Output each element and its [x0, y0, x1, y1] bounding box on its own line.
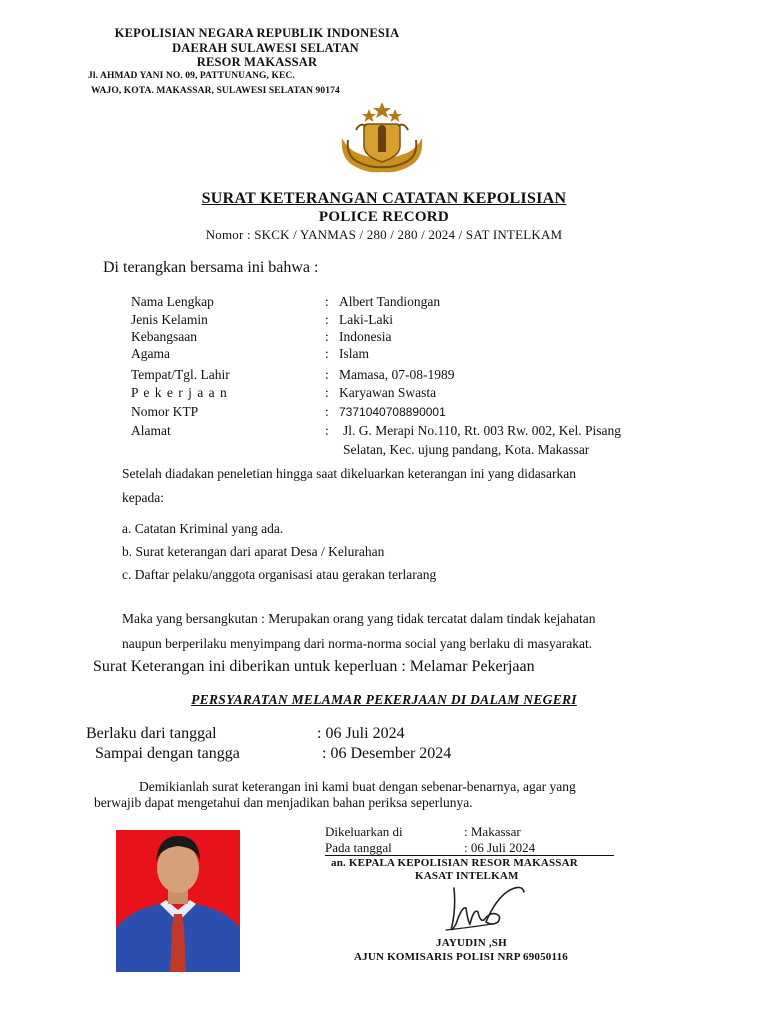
document-subtitle: POLICE RECORD — [318, 209, 450, 225]
handwritten-signature — [426, 878, 536, 940]
field-value-name: Albert Tandiongan — [339, 294, 441, 309]
field-value-religion: Islam — [339, 346, 369, 361]
field-value-gender: Laki-Laki — [339, 312, 393, 327]
field-label-birth: Tempat/Tgl. Lahir — [131, 367, 230, 382]
intro-text: Di terangkan bersama ini bahwa : — [103, 259, 319, 276]
header-line-1: KEPOLISIAN NEGARA REPUBLIK INDONESIA — [114, 26, 400, 40]
paragraph-basis-line-2: kepada: — [122, 490, 164, 505]
signatory-rank: AJUN KOMISARIS POLISI NRP 69050116 — [354, 951, 568, 963]
field-value-ktp: 7371040708890001 — [339, 405, 446, 419]
field-colon: : — [325, 404, 329, 419]
header-address-1: Jl. AHMAD YANI NO. 09, PATTUNUANG, KEC. — [88, 71, 295, 81]
valid-from-value: : 06 Juli 2024 — [317, 725, 405, 742]
issued-date-value: : 06 Juli 2024 — [464, 840, 536, 855]
list-item: b. Surat keterangan dari aparat Desa / Kelurahan — [122, 544, 385, 559]
purpose-text: Surat Keterangan ini diberikan untuk keperluan : Melamar Pekerjaan — [93, 658, 535, 675]
paragraph-basis-line-1: Setelah diadakan peneletian hingga saat dikeluarkan keterangan ini yang didasarkan — [122, 466, 576, 481]
issued-place-label: Dikeluarkan di — [325, 824, 403, 839]
field-value-occupation: Karyawan Swasta — [339, 385, 437, 400]
valid-from-label: Berlaku dari tanggal — [86, 725, 217, 742]
field-colon: : — [325, 346, 329, 361]
document-title: SURAT KETERANGAN CATATAN KEPOLISIAN — [201, 190, 567, 207]
field-colon: : — [325, 294, 329, 309]
paragraph-statement-line-1: Maka yang bersangkutan : Merupakan orang yang tidak tercatat dalam tindak kejahatan — [122, 611, 596, 626]
document-number: Nomor : SKCK / YANMAS / 280 / 280 / 2024 / SAT INTELKAM — [205, 227, 563, 242]
valid-to-value: : 06 Desember 2024 — [322, 745, 452, 762]
field-label-address: Alamat — [131, 423, 171, 438]
list-item: c. Daftar pelaku/anggota organisasi atau gerakan terlarang — [122, 567, 437, 582]
date-underline — [325, 855, 614, 856]
police-emblem-logo — [334, 100, 434, 176]
field-label-nationality: Kebangsaan — [131, 329, 197, 344]
header-line-3: RESOR MAKASSAR — [196, 55, 318, 69]
issued-place-value: : Makassar — [464, 824, 521, 839]
field-value-birth: Mamasa, 07-08-1989 — [339, 367, 455, 382]
list-item: a. Catatan Kriminal yang ada. — [122, 521, 284, 536]
signatory-on-behalf: an. KEPALA KEPOLISIAN RESOR MAKASSAR — [331, 857, 578, 869]
valid-to-label: Sampai dengan tangga — [95, 745, 240, 762]
closing-line-2: berwajib dapat mengetahui dan menjadikan bahan periksa seperlunya. — [94, 795, 473, 810]
header-line-2: DAERAH SULAWESI SELATAN — [172, 41, 359, 55]
field-colon: : — [325, 423, 329, 438]
field-label-name: Nama Lengkap — [131, 294, 214, 309]
applicant-photo — [116, 830, 240, 972]
header-address-2: WAJO, KOTA. MAKASSAR, SULAWESI SELATAN 90174 — [91, 86, 340, 96]
field-colon: : — [325, 329, 329, 344]
field-label-occupation: P e k e r j a a n — [131, 385, 228, 400]
paragraph-statement-line-2: naupun berperilaku menyimpang dari norma-norma social yang berlaku di masyarakat. — [122, 636, 593, 651]
field-colon: : — [325, 312, 329, 327]
closing-line-1: Demikianlah surat keterangan ini kami buat dengan sebenar-benarnya, agar yang — [139, 779, 576, 794]
field-label-gender: Jenis Kelamin — [131, 312, 208, 327]
field-value-address: Jl. G. Merapi No.110, Rt. 003 Rw. 002, Kel. Pisang — [343, 423, 621, 438]
signatory-position: KASAT INTELKAM — [415, 870, 519, 882]
signatory-name: JAYUDIN ,SH — [436, 937, 507, 949]
field-colon: : — [325, 367, 329, 382]
issued-date-label: Pada tanggal — [325, 840, 392, 855]
field-value-address-2: Selatan, Kec. ujung pandang, Kota. Makassar — [343, 442, 590, 457]
field-value-nationality: Indonesia — [339, 329, 392, 344]
section-title: PERSYARATAN MELAMAR PEKERJAAN DI DALAM NEGERI — [191, 692, 577, 707]
field-colon: : — [325, 385, 329, 400]
field-label-religion: Agama — [131, 346, 170, 361]
field-label-ktp: Nomor KTP — [131, 404, 199, 419]
